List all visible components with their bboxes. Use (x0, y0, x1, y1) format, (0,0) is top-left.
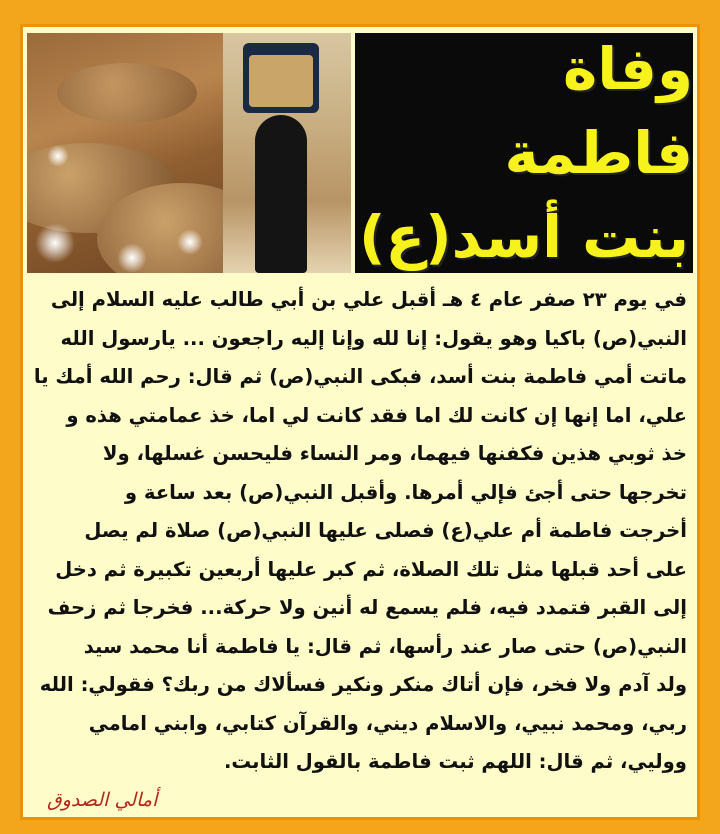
text-line: ربي، ومحمد نبيي، والاسلام ديني، والقرآن كتابي، وابني امامي (88, 711, 687, 735)
text-line: في يوم ٢٣ صفر عام ٤ هـ أقبل علي بن أبي طالب عليه السلام إلى (50, 288, 687, 311)
light-sparkle (117, 243, 147, 273)
source-signature: أمالي الصدوق (47, 789, 158, 811)
veiled-figure (255, 115, 307, 273)
veiled-woman-photo (223, 33, 351, 273)
sand-mound (57, 63, 197, 123)
text-line: على أحد قبلها مثل تلك الصلاة، ثم كبر عليها أربعين تكبيرة ثم دخل (55, 557, 687, 581)
desert-grave-photo (27, 33, 223, 273)
light-sparkle (47, 145, 69, 167)
text-line: خذ ثوبي هذين فكفنها فيهما، ومر النساء فليحسن غسلها، ولا (102, 442, 687, 465)
text-line: ووليي، ثم قال: اللهم ثبت فاطمة بالقول الثابت. (223, 750, 687, 773)
text-line: تخرجها حتى أجئ فإلي أمرها. وأقبل النبي(ص) بعد ساعة و (124, 480, 687, 504)
text-line: ولد آدم ولا فخر، فإن أتاك منكر ونكير فسألاك من ربك؟ فقولي: الله (39, 673, 687, 696)
title-line-1: وفاة فاطمة (504, 35, 693, 187)
light-sparkle (35, 223, 75, 263)
text-line: إلى القبر فتمدد فيه، فلم يسمع له أنين ولا حركة... فخرجا ثم زحف (47, 596, 687, 619)
title-box (355, 33, 693, 273)
text-line: النبي(ص) حتى صار عند رأسها، ثم قال: يا فاطمة أنا محمد سيد (83, 634, 687, 658)
poster-header (23, 27, 697, 279)
text-line: النبي(ص) باكيا وهو يقول: إنا لله وإنا إليه راجعون ... يارسول الله (60, 326, 687, 350)
text-line: علي، اما إنها إن كانت لك اما فقد كانت لي اما، خذ عمامتي هذه و (66, 403, 687, 427)
text-line: ماتت أمي فاطمة بنت أسد، فبكى النبي(ص) ثم قال: رحم الله أمك يا (33, 365, 687, 388)
light-sparkle (177, 229, 203, 255)
title-line-2: بنت أسد(ع) (358, 203, 690, 271)
narration-text (33, 281, 687, 782)
doorway-light (249, 55, 313, 107)
text-line: أخرجت فاطمة أم علي(ع) فصلى عليها النبي(ص) صلاة لم يصل (84, 519, 687, 542)
poster-card (20, 24, 700, 820)
